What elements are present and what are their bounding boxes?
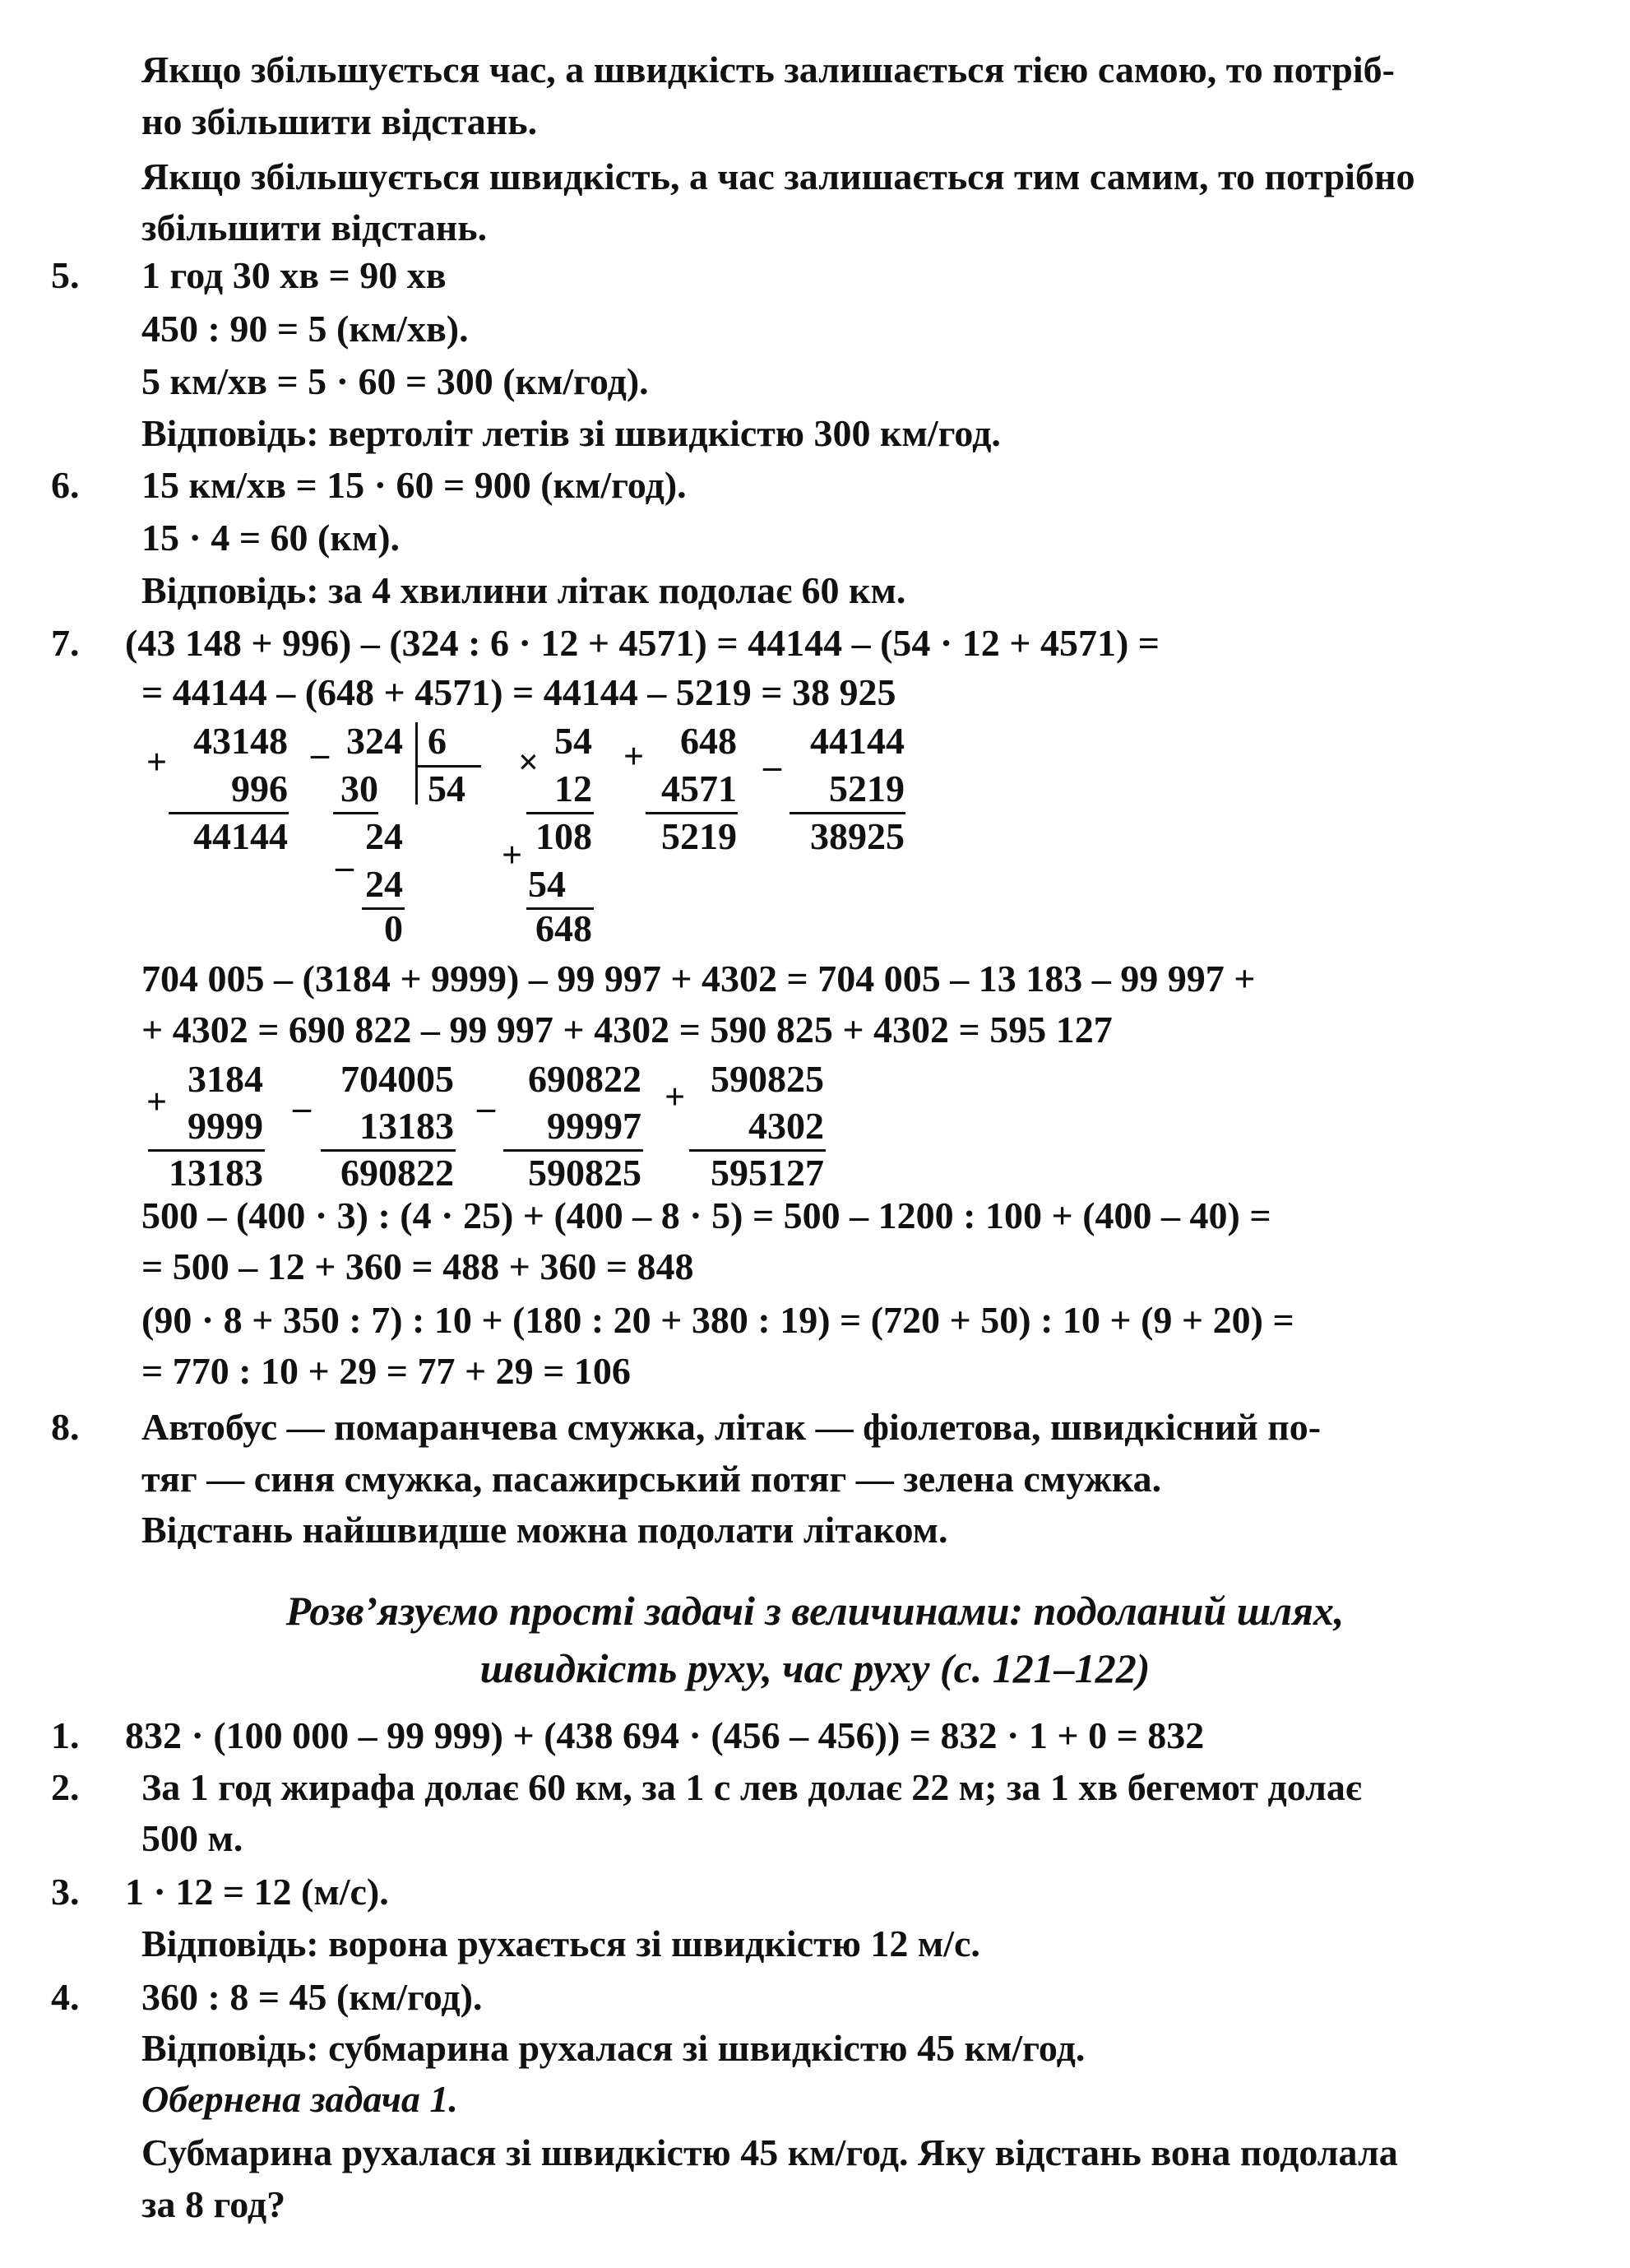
task-2-line-1: За 1 год жирафа долає 60 км, за 1 с лев долає 22 м; за 1 хв бегемот долає (141, 1766, 1362, 1808)
calc-num: 4302 (748, 1105, 824, 1147)
calc-num: 54 (554, 720, 592, 762)
task-3-line-1: 1 · 12 = 12 (м/с). (125, 1871, 389, 1913)
p7-expr-4a: (90 · 8 + 350 : 7) : 10 + (180 : 20 + 380 : 19) = (720 + 50) : 10 + (9 + 20) = (141, 1299, 1294, 1341)
p7-expr-2b: + 4302 = 690 822 – 99 997 + 4302 = 590 825 + 4302 = 595 127 (141, 1009, 1113, 1051)
calc-num: 30 (340, 768, 378, 809)
minus-sign: – (311, 734, 329, 774)
section-heading-line-2: швидкість руху, час руху (с. 121–122) (479, 1645, 1151, 1691)
calc-result: 590825 (528, 1152, 641, 1194)
calc-num: 690822 (528, 1058, 641, 1100)
task-3-number: 3. (51, 1871, 80, 1913)
section-heading-line-1: Розв’язуємо прості задачі з величинами: подоланий шлях, (285, 1588, 1345, 1634)
calc-result: 595127 (711, 1152, 824, 1194)
calc-num: 4571 (661, 768, 737, 809)
task-2-number: 2. (51, 1766, 80, 1808)
times-sign: × (518, 742, 539, 782)
p7-expr-3a: 500 – (400 · 3) : (4 · 25) + (400 – 8 · 5) = 500 – 1200 : 100 + (400 – 40) = (141, 1194, 1271, 1236)
division-bar (415, 722, 418, 805)
task-4-answer: Відповідь: субмарина рухалася зі швидкістю 45 км/год. (141, 2027, 1086, 2069)
p7-expr-3b: = 500 – 12 + 360 = 488 + 360 = 848 (141, 1245, 694, 1287)
p5-line-3: 5 км/хв = 5 · 60 = 300 (км/год). (141, 360, 649, 402)
calc-num: 704005 (340, 1058, 454, 1100)
minus-sign: – (763, 746, 781, 786)
calc-num: 13183 (359, 1105, 454, 1147)
intro-line-2: но збільшити відстань. (141, 100, 538, 142)
calc-num: 54 (528, 863, 566, 905)
calc-result: 5219 (661, 815, 737, 857)
p7-expr-1b: = 44144 – (648 + 4571) = 44144 – 5219 = 38 925 (141, 671, 896, 713)
task-1-number: 1. (51, 1714, 80, 1756)
plus-sign: + (502, 835, 523, 875)
p7-expr-4b: = 770 : 10 + 29 = 77 + 29 = 106 (141, 1350, 631, 1392)
calc-result: 44144 (193, 815, 288, 857)
p5-line-2: 450 : 90 = 5 (км/хв). (141, 308, 469, 350)
task-2-line-2: 500 м. (141, 1817, 243, 1859)
p8-line-2: тяг — синя смужка, пасажирський потяг — зелена смужка. (141, 1458, 1162, 1500)
task-1-line-1: 832 · (100 000 – 99 999) + (438 694 · (456 – 456)) = 832 · 1 + 0 = 832 (125, 1714, 1205, 1756)
calc-result: 0 (384, 907, 403, 949)
task-4-inverse-title: Обернена задача 1. (141, 2078, 458, 2120)
minus-sign: – (336, 846, 354, 887)
calc-result: 648 (535, 907, 592, 949)
plus-sign: + (665, 1077, 686, 1117)
p6-line-1: 15 км/хв = 15 · 60 = 900 (км/год). (141, 464, 687, 506)
task-3-answer: Відповідь: ворона рухається зі швидкістю 12 м/с. (141, 1922, 980, 1964)
calc-num: 590825 (711, 1058, 824, 1100)
calc-num: 6 (428, 720, 447, 762)
calc-num: 24 (365, 815, 403, 857)
intro-line-1: Якщо збільшується час, а швидкість залишається тією самою, то потріб- (141, 49, 1395, 90)
plus-sign: + (623, 736, 645, 777)
calc-num: 5219 (829, 768, 905, 809)
p7-expr-1a: (43 148 + 996) – (324 : 6 · 12 + 4571) = 44144 – (54 · 12 + 4571) = (125, 622, 1160, 664)
calc-num: 3184 (188, 1058, 263, 1100)
calc-num: 44144 (810, 720, 905, 762)
task-4-number: 4. (51, 1976, 80, 2018)
plus-sign: + (146, 1082, 168, 1122)
intro-line-3: Якщо збільшується швидкість, а час залишається тим самим, то потрібно (141, 155, 1415, 197)
calc-num: 108 (535, 815, 592, 857)
p7-expr-2a: 704 005 – (3184 + 9999) – 99 997 + 4302 = 704 005 – 13 183 – 99 997 + (141, 958, 1256, 999)
minus-sign: – (477, 1088, 495, 1128)
intro-line-4: збільшити відстань. (141, 206, 488, 248)
p6-answer: Відповідь: за 4 хвилини літак подолає 60 км. (141, 569, 906, 611)
p5-line-1: 1 год 30 хв = 90 хв (141, 254, 447, 296)
calc-num: 324 (346, 720, 403, 762)
calc-num: 24 (365, 863, 403, 905)
p8-line-1: Автобус — помаранчева смужка, літак — фіолетова, швидкісний по- (141, 1406, 1322, 1448)
calc-num: 99997 (547, 1105, 641, 1147)
minus-sign: – (293, 1088, 311, 1128)
p6-line-2: 15 · 4 = 60 (км). (141, 517, 401, 559)
task-4-inverse-line-1: Субмарина рухалася зі швидкістю 45 км/год. Яку відстань вона подолала (141, 2131, 1398, 2173)
task-4-line-1: 360 : 8 = 45 (км/год). (141, 1976, 483, 2018)
p5-answer: Відповідь: вертоліт летів зі швидкістю 300 км/год. (141, 412, 1001, 454)
plus-sign: + (146, 742, 168, 782)
task-4-inverse-line-2: за 8 год? (141, 2183, 286, 2225)
calc-num: 996 (231, 768, 288, 809)
calc-result: 690822 (340, 1152, 454, 1194)
p8-line-3: Відстань найшвидше можна подолати літаком. (141, 1509, 948, 1551)
calc-result: 54 (428, 768, 465, 809)
calc-result: 38925 (810, 815, 905, 857)
calc-result: 13183 (169, 1152, 263, 1194)
calc-num: 12 (554, 768, 592, 809)
problem-6-number: 6. (51, 464, 80, 506)
problem-5-number: 5. (51, 254, 80, 296)
calc-num: 43148 (193, 720, 288, 762)
calc-num: 648 (680, 720, 737, 762)
problem-7-number: 7. (51, 622, 80, 664)
problem-8-number: 8. (51, 1406, 80, 1448)
calc-num: 9999 (188, 1105, 263, 1147)
